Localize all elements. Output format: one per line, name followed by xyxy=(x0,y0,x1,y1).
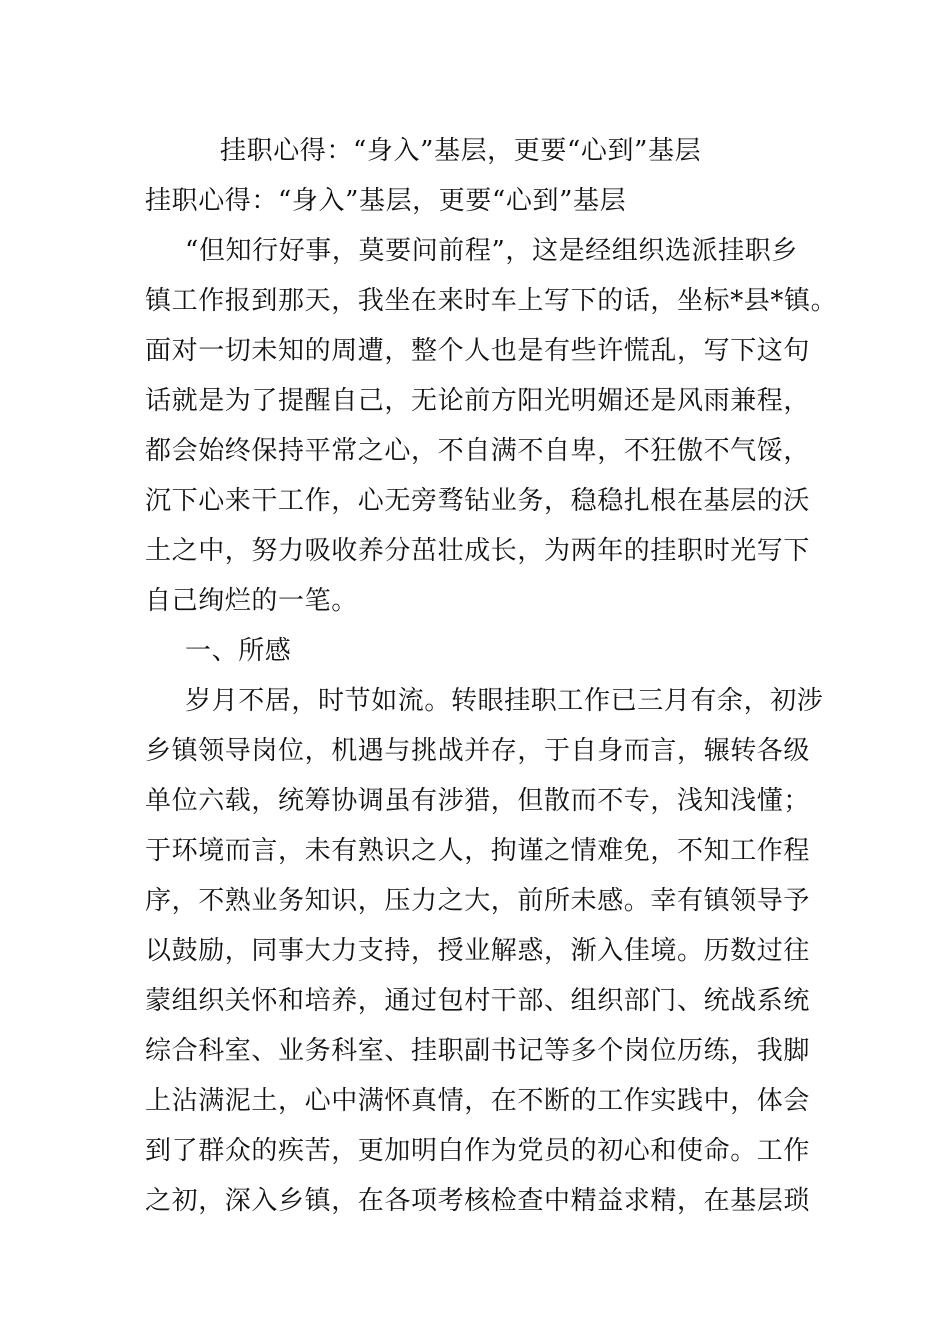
paragraph-line: 蒙组织关怀和培养，通过包村干部、组织部门、统战系统 xyxy=(145,986,811,1016)
paragraph-line: 话就是为了提醒自己，无论前方阳光明媚还是风雨兼程， xyxy=(145,386,811,416)
paragraph-line: 都会始终保持平常之心，不自满不自卑，不狂傲不气馁， xyxy=(145,436,811,466)
paragraph-line: 自己绚烂的一笔。 xyxy=(145,586,358,616)
paragraph-line: 以鼓励，同事大力支持，授业解惑，渐入佳境。历数过往 xyxy=(145,936,811,966)
paragraph-line: 之初，深入乡镇，在各项考核检查中精益求精，在基层琐 xyxy=(145,1186,811,1216)
paragraph-line: 乡镇领导岗位，机遇与挑战并存，于自身而言，辗转各级 xyxy=(145,736,811,766)
document-title: 挂职心得：“身入”基层，更要“心到”基层 xyxy=(145,186,627,216)
paragraph-line: 镇工作报到那天，我坐在来时车上写下的话，坐标*县*镇。 xyxy=(145,286,838,316)
paragraph-line: 土之中，努力吸收养分茁壮成长，为两年的挂职时光写下 xyxy=(145,536,811,566)
paragraph-line: 上沾满泥土，心中满怀真情，在不断的工作实践中，体会 xyxy=(145,1086,811,1116)
paragraph-line: 到了群众的疾苦，更加明白作为党员的初心和使命。工作 xyxy=(145,1136,811,1166)
centered-title: 挂职心得：“身入”基层，更要“心到”基层 xyxy=(220,136,702,166)
paragraph-line: 面对一切未知的周遭，整个人也是有些许慌乱，写下这句 xyxy=(145,336,811,366)
paragraph-line: 序，不熟业务知识，压力之大，前所未感。幸有镇领导予 xyxy=(145,886,811,916)
paragraph-line: 沉下心来干工作，心无旁骛钻业务，稳稳扎根在基层的沃 xyxy=(145,486,811,516)
paragraph-line: 于环境而言，未有熟识之人，拘谨之情难免，不知工作程 xyxy=(145,836,811,866)
paragraph-line: 岁月不居，时节如流。转眼挂职工作已三月有余，初涉 xyxy=(185,686,824,716)
paragraph-line: 单位六载，统筹协调虽有涉猎，但散而不专，浅知浅懂； xyxy=(145,786,811,816)
paragraph-line: “但知行好事，莫要问前程”，这是经组织选派挂职乡 xyxy=(185,236,798,266)
section-heading: 一、所感 xyxy=(185,636,292,666)
paragraph-line: 综合科室、业务科室、挂职副书记等多个岗位历练，我脚 xyxy=(145,1036,811,1066)
